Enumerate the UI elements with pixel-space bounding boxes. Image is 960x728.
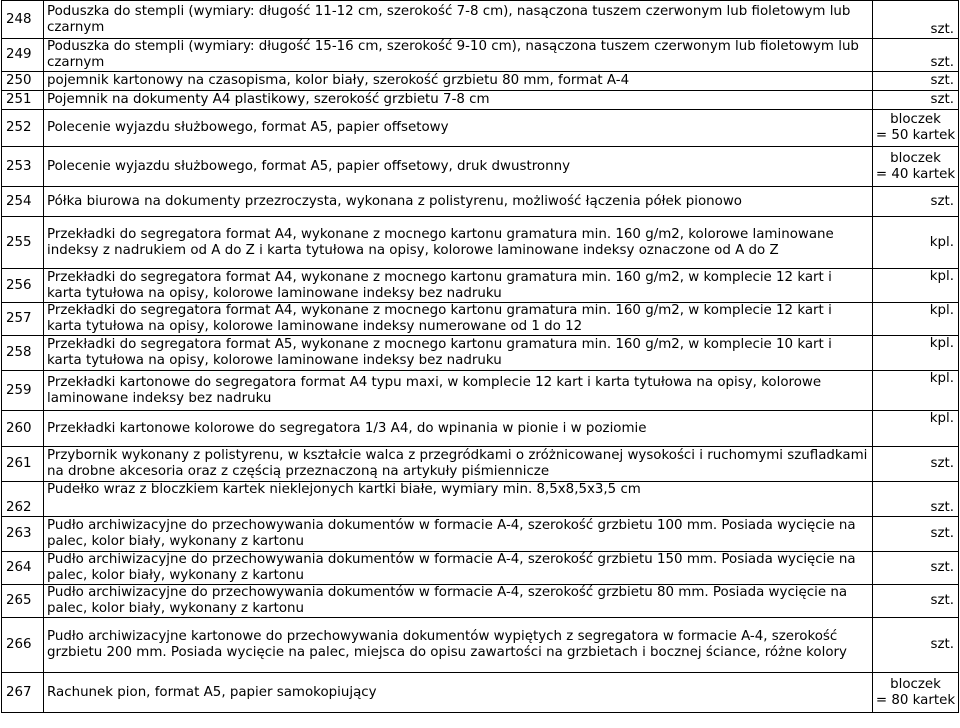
row-unit: kpl. bbox=[873, 217, 959, 269]
row-number: 256 bbox=[2, 269, 44, 303]
row-number: 248 bbox=[2, 1, 44, 39]
row-unit-line1: bloczek bbox=[890, 676, 941, 692]
row-description: Przekładki do segregatora format A4, wykonane z mocnego kartonu gramatura min. 160 g/m2, w komplecie 12 kart i karta tytułowa na opisy, kolorowe laminowane indeksy numerowane od 1 do 12 bbox=[44, 303, 873, 336]
row-number: 250 bbox=[2, 72, 44, 91]
table-row bbox=[2, 371, 959, 411]
row-unit-line1: bloczek bbox=[890, 150, 941, 166]
table-row bbox=[2, 187, 959, 217]
row-number: 260 bbox=[2, 411, 44, 447]
row-unit: szt. bbox=[873, 517, 959, 552]
row-number: 249 bbox=[2, 39, 44, 72]
row-unit-line2: = 40 kartek bbox=[875, 166, 956, 182]
row-unit: szt. bbox=[873, 187, 959, 217]
table-row bbox=[2, 552, 959, 585]
row-description: Przekładki do segregatora format A4, wykonane z mocnego kartonu gramatura min. 160 g/m2, w komplecie 12 kart i karta tytułowa na opisy, kolorowe laminowane indeksy bez nadruku bbox=[44, 269, 873, 303]
table-row bbox=[2, 585, 959, 618]
row-unit: kpl. bbox=[873, 269, 959, 303]
row-description: Rachunek pion, format A5, papier samokopiujący bbox=[44, 673, 873, 713]
table-row bbox=[2, 1, 959, 39]
row-description: Pudło archiwizacyjne do przechowywania dokumentów w formacie A-4, szerokość grzbietu 150 mm. Posiada wycięcie na palec, kolor biały, wykonany z kartonu bbox=[44, 552, 873, 585]
row-number: 267 bbox=[2, 673, 44, 713]
table-row bbox=[2, 91, 959, 110]
row-description: Poduszka do stempli (wymiary: długość 11-12 cm, szerokość 7-8 cm), nasączona tuszem czerwonym lub fioletowym lub czarnym bbox=[44, 1, 873, 39]
table-row bbox=[2, 110, 959, 147]
row-number: 258 bbox=[2, 336, 44, 371]
row-number: 265 bbox=[2, 585, 44, 618]
row-number: 266 bbox=[2, 618, 44, 673]
row-unit: szt. bbox=[873, 447, 959, 482]
row-description: Przekładki do segregatora format A5, wykonane z mocnego kartonu gramatura min. 160 g/m2, w komplecie 10 kart i karta tytułowa na opisy, kolorowe laminowane indeksy bez nadruku bbox=[44, 336, 873, 371]
row-description: Przybornik wykonany z polistyrenu, w kształcie walca z przegródkami o zróżnicowanej wysokości i ruchomymi szufladkami na drobne akcesoria oraz z częścią przeznaczoną na artykuły piśmiennicze bbox=[44, 447, 873, 482]
row-description: Polecenie wyjazdu służbowego, format A5, papier offsetowy, druk dwustronny bbox=[44, 147, 873, 187]
row-description: Przekładki kartonowe do segregatora format A4 typu maxi, w komplecie 12 kart i karta tytułowa na opisy, kolorowe laminowane indeksy bez nadruku bbox=[44, 371, 873, 411]
row-number: 264 bbox=[2, 552, 44, 585]
row-description: Przekładki do segregatora format A4, wykonane z mocnego kartonu gramatura min. 160 g/m2, kolorowe laminowane indeksy z nadrukiem od A do Z i karta tytułowa na opisy, kolorowe laminowane indeksy oznaczone od A do Z bbox=[44, 217, 873, 269]
table-row bbox=[2, 72, 959, 91]
row-description: pojemnik kartonowy na czasopisma, kolor biały, szerokość grzbietu 80 mm, format A-4 bbox=[44, 72, 873, 91]
items-table bbox=[1, 0, 959, 713]
row-description: Pudło archiwizacyjne do przechowywania dokumentów w formacie A-4, szerokość grzbietu 80 mm. Posiada wycięcie na palec, kolor biały, wykonany z kartonu bbox=[44, 585, 873, 618]
row-unit-line1: bloczek bbox=[890, 112, 941, 127]
row-unit: szt. bbox=[873, 72, 959, 91]
row-description: Pojemnik na dokumenty A4 plastikowy, szerokość grzbietu 7-8 cm bbox=[44, 91, 873, 110]
table-row bbox=[2, 482, 959, 517]
table-row bbox=[2, 303, 959, 336]
row-number: 253 bbox=[2, 147, 44, 187]
row-unit: szt. bbox=[873, 39, 959, 72]
row-number: 251 bbox=[2, 91, 44, 110]
table-row bbox=[2, 517, 959, 552]
row-number: 262 bbox=[2, 482, 44, 517]
row-number: 263 bbox=[2, 517, 44, 552]
row-description: Poduszka do stempli (wymiary: długość 15-16 cm, szerokość 9-10 cm), nasączona tuszem czerwonym lub fioletowym lub czarnym bbox=[44, 39, 873, 72]
row-unit: kpl. bbox=[873, 336, 959, 371]
row-unit bbox=[873, 147, 959, 187]
row-unit bbox=[873, 673, 959, 713]
table-row bbox=[2, 618, 959, 673]
row-number: 252 bbox=[2, 110, 44, 147]
table-row bbox=[2, 447, 959, 482]
row-number: 257 bbox=[2, 303, 44, 336]
row-unit: szt. bbox=[873, 552, 959, 585]
row-unit: kpl. bbox=[873, 303, 959, 336]
row-unit: szt. bbox=[873, 585, 959, 618]
table-row bbox=[2, 147, 959, 187]
row-unit: szt. bbox=[873, 482, 959, 517]
row-description: Pudło archiwizacyjne do przechowywania dokumentów w formacie A-4, szerokość grzbietu 100 mm. Posiada wycięcie na palec, kolor biały, wykonany z kartonu bbox=[44, 517, 873, 552]
row-unit bbox=[873, 110, 959, 147]
row-number: 255 bbox=[2, 217, 44, 269]
row-unit: szt. bbox=[873, 91, 959, 110]
row-unit-line2: = 80 kartek bbox=[875, 692, 956, 708]
table-row bbox=[2, 411, 959, 447]
table-row bbox=[2, 336, 959, 371]
row-description: Półka biurowa na dokumenty przezroczysta, wykonana z polistyrenu, możliwość łączenia półek pionowo bbox=[44, 187, 873, 217]
table-row bbox=[2, 269, 959, 303]
table-row bbox=[2, 217, 959, 269]
row-unit: szt. bbox=[873, 1, 959, 39]
row-number: 261 bbox=[2, 447, 44, 482]
row-description: Przekładki kartonowe kolorowe do segregatora 1/3 A4, do wpinania w pionie i w poziomie bbox=[44, 411, 873, 447]
row-description: Polecenie wyjazdu służbowego, format A5, papier offsetowy bbox=[44, 110, 873, 147]
row-number: 254 bbox=[2, 187, 44, 217]
row-description: Pudełko wraz z bloczkiem kartek nieklejonych kartki białe, wymiary min. 8,5x8,5x3,5 cm bbox=[44, 482, 873, 517]
table-row bbox=[2, 673, 959, 713]
table-row bbox=[2, 39, 959, 72]
row-unit: szt. bbox=[873, 618, 959, 673]
row-description: Pudło archiwizacyjne kartonowe do przechowywania dokumentów wypiętych z segregatora w formacie A-4, szerokość grzbietu 200 mm. Posiada wycięcie na palec, miejsca do opisu zawartości na grzbietach i bocznej ściance, różne kolory bbox=[44, 618, 873, 673]
row-unit: kpl. bbox=[873, 411, 959, 447]
row-unit-line2: = 50 kartek bbox=[875, 128, 956, 143]
row-number: 259 bbox=[2, 371, 44, 411]
row-unit: kpl. bbox=[873, 371, 959, 411]
